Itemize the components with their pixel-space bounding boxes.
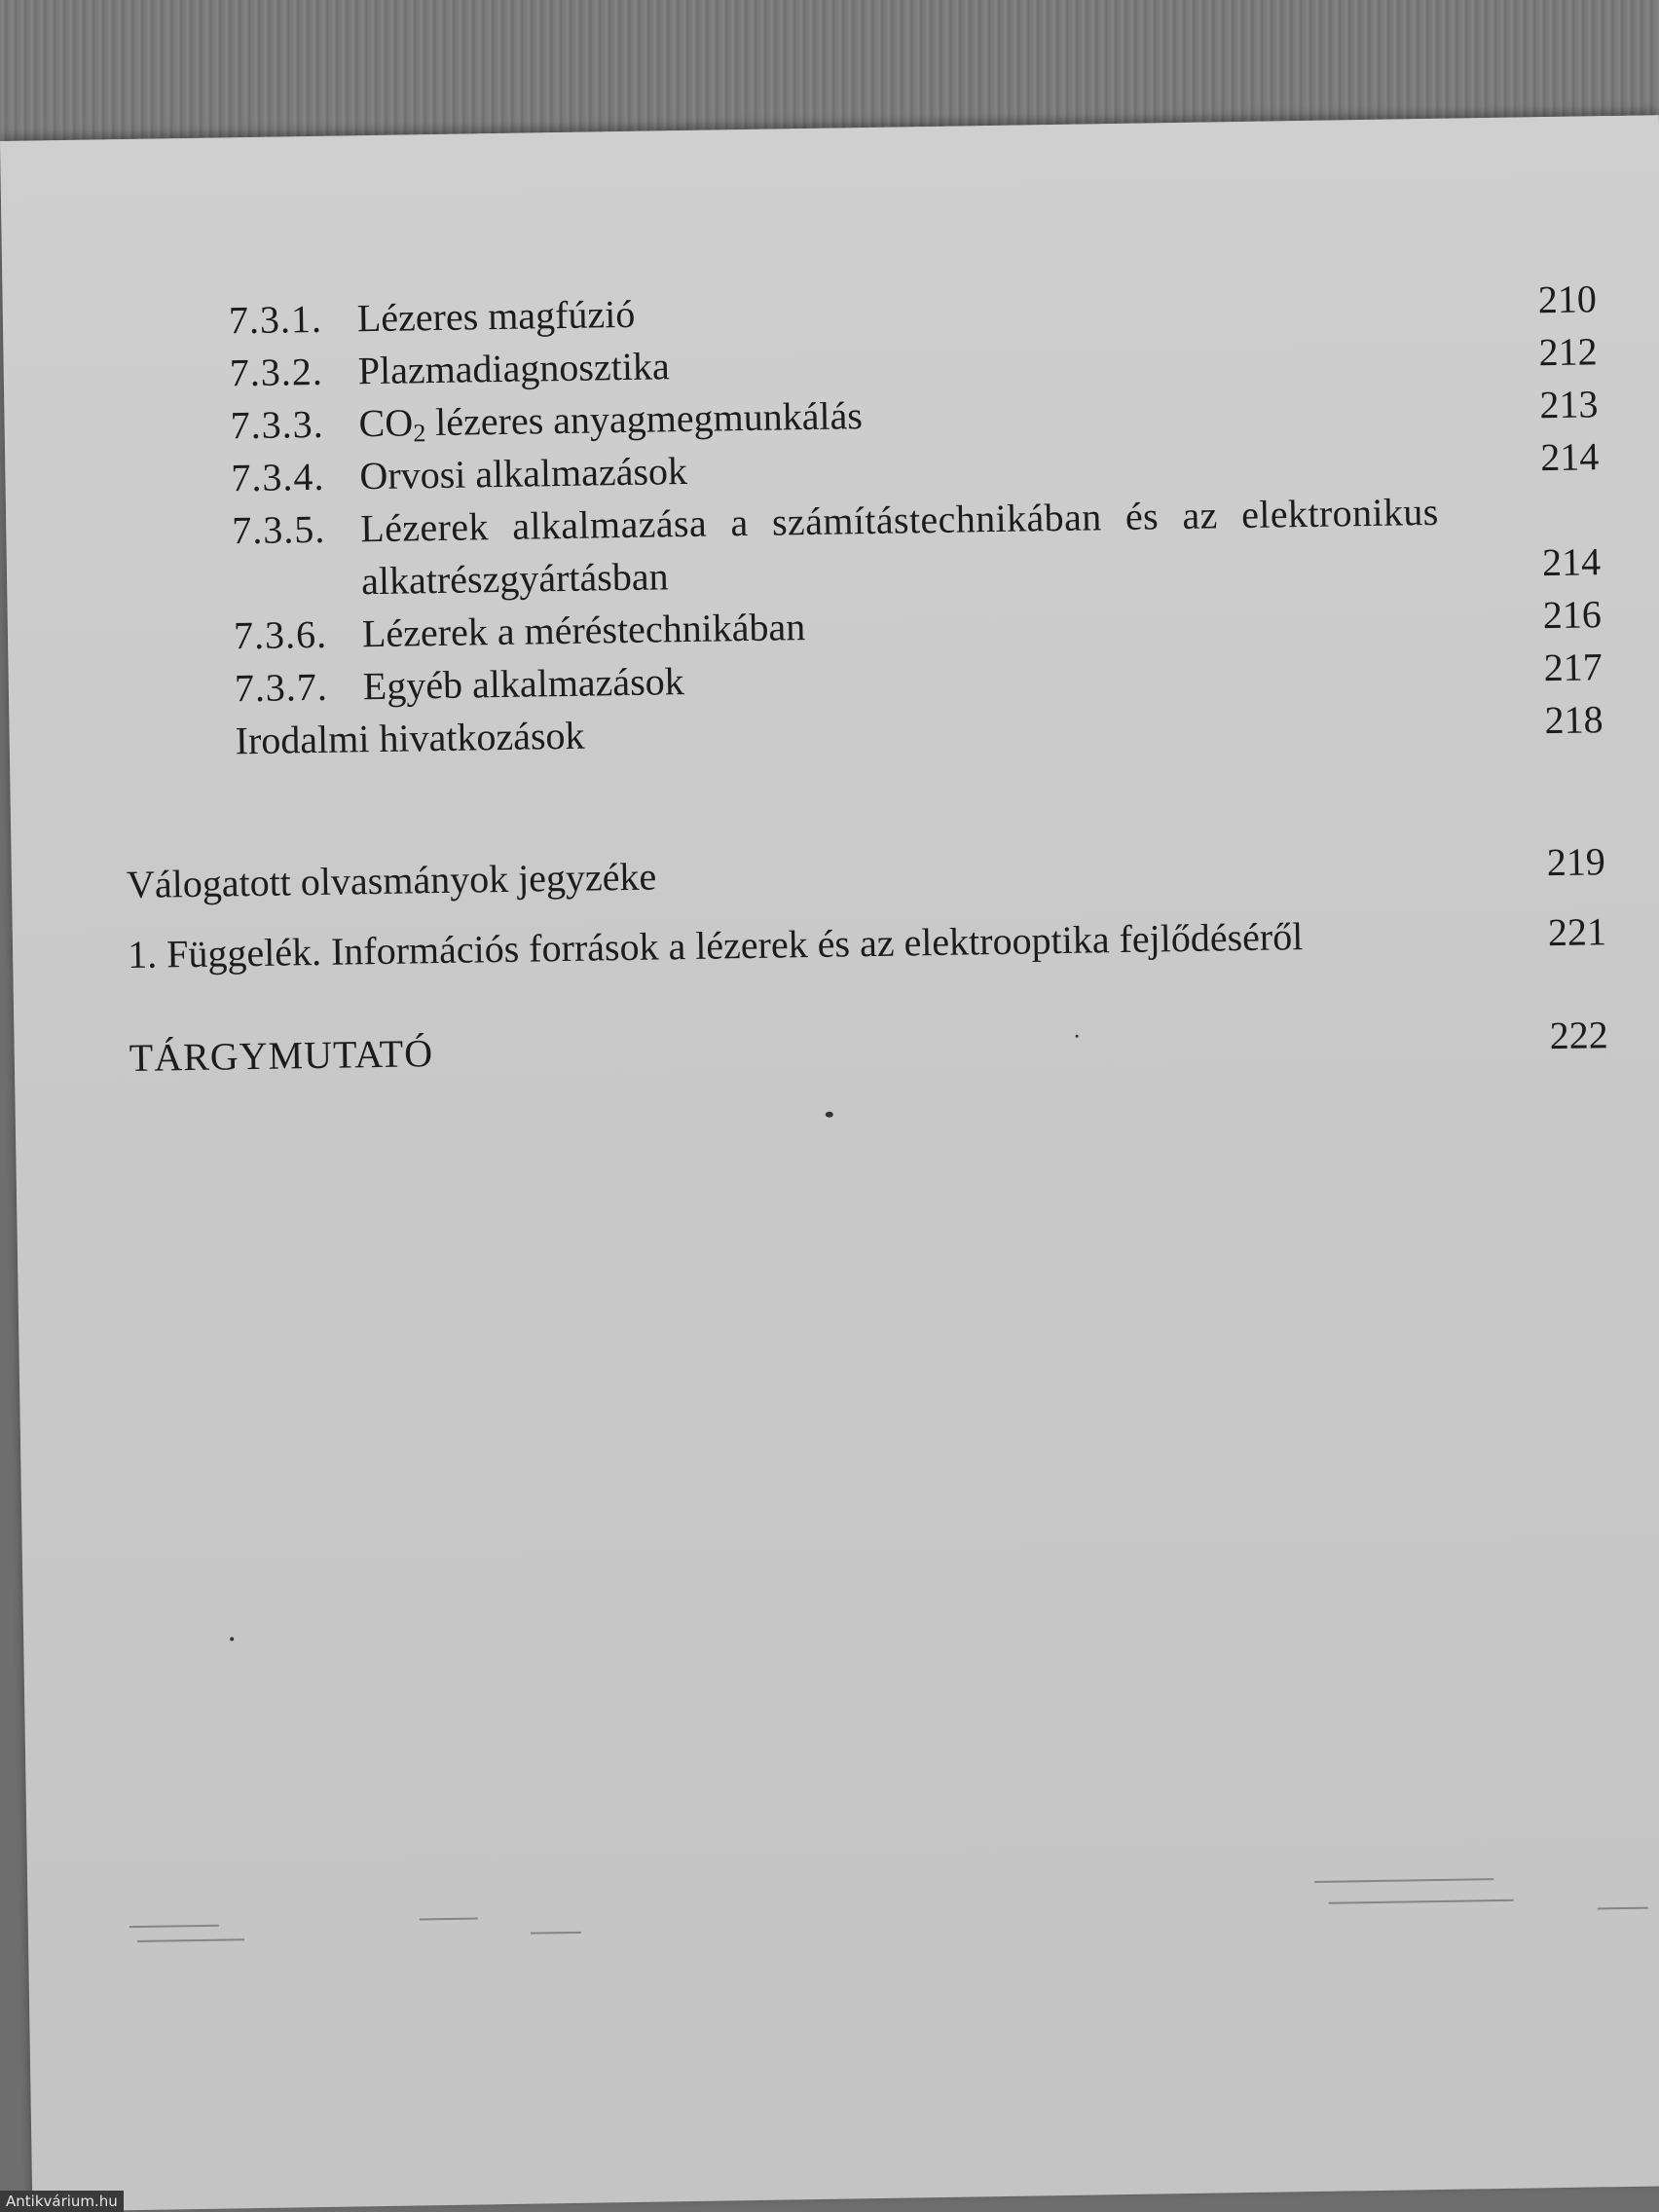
subscript-two: 2 (413, 419, 426, 448)
ink-speck (1076, 1035, 1079, 1038)
scan-mark (129, 1925, 219, 1928)
page-number: 212 (1538, 329, 1598, 375)
section-title: Irodalmi hivatkozások (235, 713, 585, 763)
section-number: 7.3.4. (231, 454, 325, 500)
page-number: 221 (1547, 909, 1607, 955)
section-number: 7.3.1. (228, 296, 323, 343)
title-prefix: CO (358, 400, 414, 446)
section-title (358, 390, 863, 449)
page-number: 214 (1539, 434, 1600, 480)
section-number: 7.3.3. (230, 401, 324, 448)
section-number: 7.3.2. (229, 349, 324, 395)
section-title: Lézeres magfúzió (356, 291, 636, 341)
section-number: 7.3.6. (233, 611, 328, 658)
page-number: 210 (1537, 276, 1598, 322)
section-number: 7.3.7. (234, 664, 329, 711)
section-title: Orvosi alkalmazások (359, 448, 688, 498)
page-number: 222 (1549, 1013, 1608, 1058)
section-title: TÁRGYMUTATÓ (129, 1031, 434, 1081)
toc-entry-appendix (127, 906, 1607, 977)
ink-speck (230, 1637, 234, 1641)
page-number: 213 (1539, 382, 1599, 427)
page-number: 214 (1541, 539, 1602, 585)
toc-entry-reading-list (126, 836, 1606, 907)
scan-mark (420, 1918, 478, 1921)
book-page (0, 115, 1659, 2212)
section-title-line-1: Lézerek alkalmazása a számítástechnikában és az elektronikus (359, 489, 1440, 551)
page-number: 216 (1542, 592, 1603, 638)
page-number: 218 (1544, 697, 1604, 743)
section-title: Lézerek a méréstechnikában (361, 605, 806, 656)
section-title: Egyéb alkalmazások (362, 659, 685, 709)
scan-mark (531, 1932, 581, 1935)
section-title: Plazmadiagnosztika (357, 344, 670, 393)
scan-mark (1598, 1907, 1648, 1910)
toc-entry-7-3-1 (228, 274, 1598, 343)
title-suffix: lézeres anyagmegmunkálás (424, 393, 864, 445)
scan-mark (1329, 1899, 1514, 1904)
scan-mark (1314, 1878, 1493, 1883)
page-number: 217 (1543, 645, 1604, 690)
watermark: Antikvárium.hu (0, 2191, 124, 2212)
section-title: 1. Függelék. Információs források a lézerek és az elektrooptika fejlődéséről (127, 914, 1304, 977)
toc-entry-7-3-5 (232, 484, 1601, 608)
section-title-line-2: alkatrészgyártásban (360, 554, 669, 604)
ink-speck (826, 1112, 833, 1118)
page-number: 219 (1546, 839, 1606, 885)
toc-entry-index (129, 1010, 1608, 1081)
section-number: 7.3.5. (231, 506, 326, 553)
scan-mark (137, 1938, 244, 1942)
section-title: Válogatott olvasmányok jegyzéke (126, 854, 657, 907)
